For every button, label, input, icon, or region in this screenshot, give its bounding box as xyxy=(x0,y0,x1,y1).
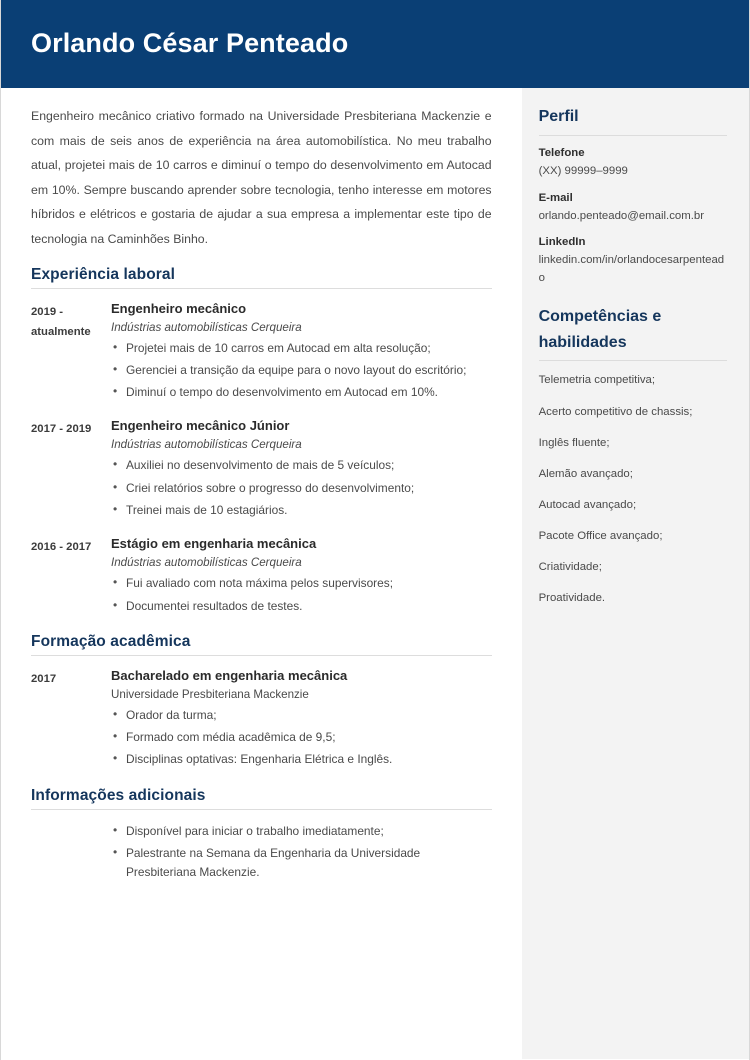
sidebar xyxy=(522,88,749,1059)
section-title-experience: Experiência laboral xyxy=(31,265,176,283)
section-education xyxy=(31,633,492,773)
section-divider xyxy=(31,809,492,810)
sidebar-title-profile: Perfil xyxy=(538,108,579,125)
sidebar-divider xyxy=(539,135,727,136)
bullet-item: • Palestrante na Semana da Engenharia da Universidade Presbiteriana Mackenzie. xyxy=(111,844,492,883)
entry-organization: Indústrias automobilísticas Cerqueira xyxy=(111,556,302,570)
entry-date: 2016 - 2017 xyxy=(31,541,92,554)
skill-item: Proatividade. xyxy=(538,592,606,605)
entry-organization: Indústrias automobilísticas Cerqueira xyxy=(111,320,302,334)
entry-role: Engenheiro mecânico xyxy=(111,300,247,316)
candidate-name: Orlando César Penteado xyxy=(31,28,349,59)
section-divider xyxy=(31,288,492,289)
section-title-education: Formação acadêmica xyxy=(31,632,191,650)
skill-item: Telemetria competitiva; xyxy=(538,374,656,387)
entry-bullet-list xyxy=(111,706,492,770)
entry-body xyxy=(111,668,492,773)
skill-item: Acerto competitivo de chassis; xyxy=(538,405,693,418)
bullet-item: • Documentei resultados de testes. xyxy=(111,597,492,616)
experience-entry xyxy=(31,418,492,523)
entry-institution: Universidade Presbiteriana Mackenzie xyxy=(111,687,309,701)
entry-bullet-list xyxy=(111,339,492,403)
entry-organization: Indústrias automobilísticas Cerqueira xyxy=(111,438,302,452)
entry-bullet-list xyxy=(111,574,492,616)
contact-email xyxy=(539,192,727,226)
entry-body xyxy=(111,822,492,886)
contact-value: (XX) 99999–9999 xyxy=(538,164,628,177)
entry-role: Estágio em engenharia mecânica xyxy=(111,536,317,552)
entry-body xyxy=(111,536,492,619)
professional-summary: Engenheiro mecânico criativo formado na Universidade Presbiteriana Mackenzie e com mais de seis anos de experiência na área automobilística. No meu trabalho atual, projetei mais de 10 carros e diminuí o tempo do desenvolvimento em Autocad em 10%. Sempre buscando aprender sobre tecnologia, tenho interesse em motores híbridos e elétricos e gostaria de ajudar a sua empresa a implementar este tipo de tecnologia na Caminhões Binho. xyxy=(31,109,492,246)
entry-bullet-list xyxy=(111,456,492,520)
contact-phone xyxy=(539,147,727,181)
document-body xyxy=(1,88,749,1059)
skill-item: Inglês fluente; xyxy=(538,436,610,449)
contact-value[interactable]: linkedin.com/in/orlandocesarpenteado xyxy=(538,254,725,284)
additional-info-entry xyxy=(31,822,492,886)
bullet-item: • Diminuí o tempo do desenvolvimento em Autocad em 10%. xyxy=(111,383,492,402)
education-entry xyxy=(31,668,492,773)
skill-item: Autocad avançado; xyxy=(538,498,637,511)
skills-list xyxy=(539,372,727,607)
contact-linkedin xyxy=(539,236,727,287)
section-experience xyxy=(31,266,492,619)
entry-role: Engenheiro mecânico Júnior xyxy=(111,418,290,434)
entry-date: 2017 - 2019 xyxy=(31,423,92,436)
section-divider xyxy=(31,655,492,656)
skill-item: Alemão avançado; xyxy=(538,467,633,480)
skill-item: Pacote Office avançado; xyxy=(538,529,663,542)
sidebar-section-profile xyxy=(539,104,727,288)
contact-label: Telefone xyxy=(538,146,585,159)
section-title-additional-info: Informações adicionais xyxy=(31,786,206,804)
bullet-item: • Formado com média acadêmica de 9,5; xyxy=(111,728,492,747)
entry-date: 2019 - atualmente xyxy=(31,305,91,339)
bullet-item: • Fui avaliado com nota máxima pelos supervisores; xyxy=(111,574,492,593)
bullet-item: • Gerenciei a transição da equipe para o novo layout do escritório; xyxy=(111,361,492,380)
main-column xyxy=(1,88,522,1059)
contact-value[interactable]: orlando.penteado@email.com.br xyxy=(538,209,705,222)
sidebar-title-skills: Competências e habilidades xyxy=(538,307,662,351)
entry-body xyxy=(111,418,492,523)
experience-entries xyxy=(31,301,492,619)
entry-degree: Bacharelado em engenharia mecânica xyxy=(111,667,348,683)
skill-item: Criatividade; xyxy=(538,561,602,574)
bullet-item: • Disciplinas optativas: Engenharia Elétrica e Inglês. xyxy=(111,750,492,769)
contact-label: E-mail xyxy=(538,191,573,204)
entry-body xyxy=(111,301,492,406)
contact-label: LinkedIn xyxy=(538,236,586,249)
entry-date: 2017 xyxy=(31,672,57,685)
bullet-item: • Auxiliei no desenvolvimento de mais de 5 veículos; xyxy=(111,456,492,475)
sidebar-section-skills xyxy=(539,304,727,608)
bullet-item: • Treinei mais de 10 estagiários. xyxy=(111,501,492,520)
bullet-item: • Orador da turma; xyxy=(111,706,492,725)
experience-entry xyxy=(31,301,492,406)
section-additional-info xyxy=(31,787,492,886)
bullet-item: • Criei relatórios sobre o progresso do desenvolvimento; xyxy=(111,479,492,498)
experience-entry xyxy=(31,536,492,619)
entry-bullet-list xyxy=(111,822,492,883)
sidebar-divider xyxy=(539,360,727,361)
bullet-item: • Projetei mais de 10 carros em Autocad em alta resolução; xyxy=(111,339,492,358)
bullet-item: • Disponível para iniciar o trabalho imediatamente; xyxy=(111,822,492,841)
header-banner xyxy=(1,0,749,88)
